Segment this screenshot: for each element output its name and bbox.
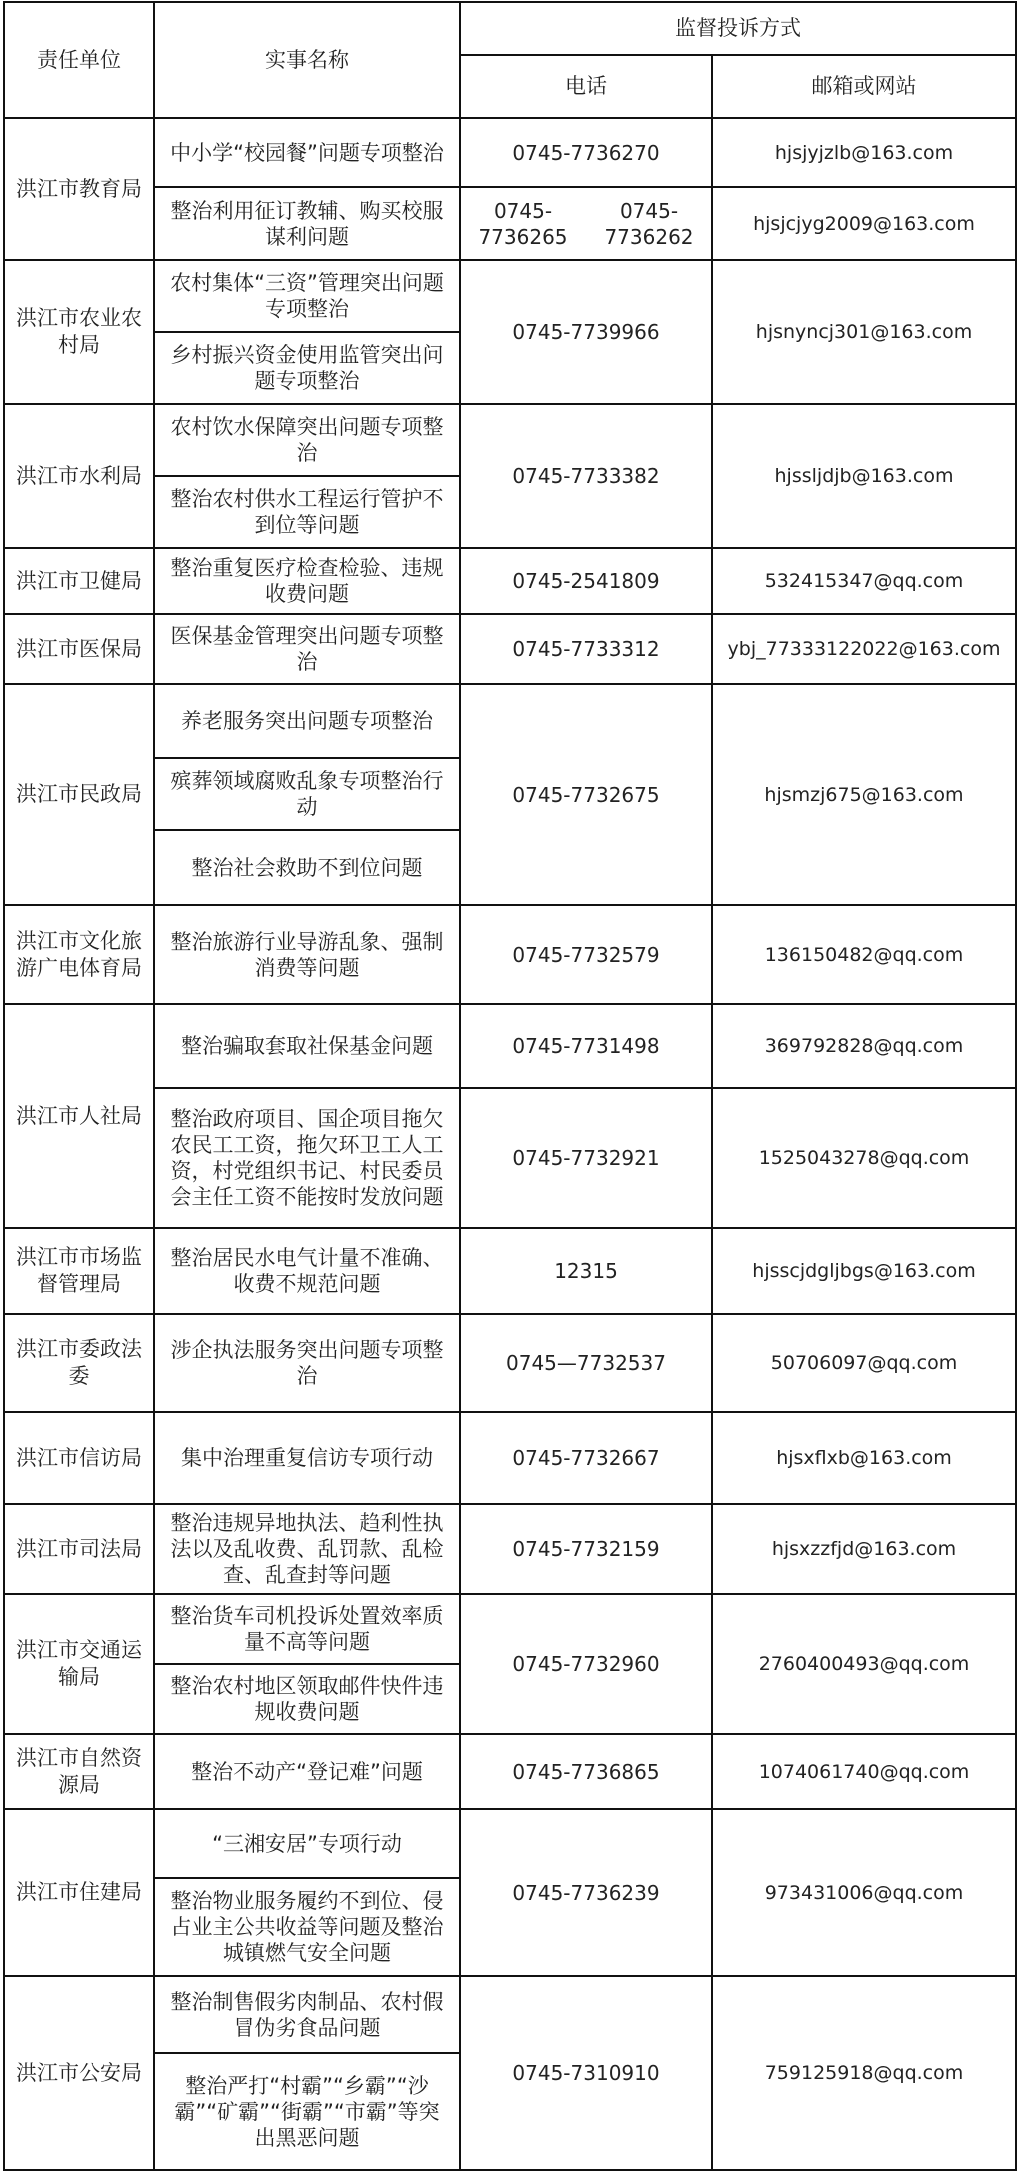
responsible-unit-text: 洪江市住建局 <box>16 1880 142 1904</box>
matter-name-text: 集中治理重复信访专项行动 <box>181 1446 433 1470</box>
matter-name <box>154 332 460 404</box>
matter-name <box>154 830 460 905</box>
matter-name-text: 整治制售假劣肉制品、农村假冒伪劣食品问题 <box>170 1989 444 2040</box>
phone-number-text: 0745-7732675 <box>512 782 660 807</box>
matter-name-text: 乡村振兴资金使用监管突出问题专项整治 <box>170 343 444 393</box>
phone-number <box>460 404 712 548</box>
responsible-unit-text: 洪江市市场监督管理局 <box>16 1245 142 1296</box>
contact-address-text: 50706097@qq.com <box>770 1352 958 1374</box>
matter-name-text: 农村集体“三资”管理突出问题专项整治 <box>170 271 444 321</box>
phone-number <box>460 1314 712 1412</box>
grid-line-horizontal <box>3 1411 1017 1413</box>
phone-number-text: 0745-7732667 <box>512 1446 660 1470</box>
header-contact-text: 邮箱或网站 <box>811 74 917 98</box>
grid-line-horizontal <box>153 1087 1017 1089</box>
responsible-unit-text: 洪江市公安局 <box>16 2060 142 2085</box>
matter-name <box>154 260 460 332</box>
contact-address <box>712 1594 1016 1734</box>
contact-address <box>712 1412 1016 1504</box>
matter-name-text: 整治货车司机投诉处置效率质量不高等问题 <box>170 1604 444 1654</box>
contact-address <box>712 684 1016 905</box>
grid-line-horizontal <box>3 117 1017 119</box>
phone-number-text: 0745-7733382 <box>512 464 660 488</box>
responsible-unit-text: 洪江市医保局 <box>16 636 142 661</box>
contact-address <box>712 404 1016 548</box>
grid-line-horizontal <box>3 1593 1017 1595</box>
responsible-unit-text: 洪江市人社局 <box>16 1103 142 1128</box>
header-matter <box>154 2 460 118</box>
grid-line-horizontal <box>459 54 1017 56</box>
grid-line-vertical <box>153 1 155 2171</box>
matter-name-text: 殡葬领域腐败乱象专项整治行动 <box>170 769 444 819</box>
responsible-unit <box>4 614 154 684</box>
matter-name-text: 医保基金管理突出问题专项整治 <box>170 624 444 674</box>
matter-name <box>154 1004 460 1088</box>
responsible-unit <box>4 260 154 404</box>
contact-address-text: 136150482@qq.com <box>764 943 964 966</box>
phone-number-text: 0745-7732579 <box>512 942 660 967</box>
responsible-unit <box>4 1412 154 1504</box>
contact-address <box>712 1314 1016 1412</box>
contact-address-text: hjsxflxb@163.com <box>776 1447 952 1469</box>
responsible-unit <box>4 1228 154 1314</box>
matter-name-text: 农村饮水保障突出问题专项整治 <box>170 415 444 465</box>
matter-name <box>154 905 460 1004</box>
matter-name-text: 中小学“校园餐”问题专项整治 <box>170 140 444 165</box>
matter-name <box>154 1314 460 1412</box>
phone-number-text: 0745-7736262 <box>604 198 694 249</box>
header-unit-text: 责任单位 <box>37 47 121 72</box>
grid-line-horizontal <box>3 403 1017 405</box>
matter-name <box>154 118 460 187</box>
contact-address <box>712 187 1016 260</box>
matter-name-text: 整治物业服务履约不到位、侵占业主公共收益等问题及整治城镇燃气安全问题 <box>170 1889 444 1965</box>
header-unit <box>4 2 154 118</box>
header-phone <box>460 55 712 118</box>
matter-name <box>154 1504 460 1594</box>
matter-name-text: 养老服务突出问题专项整治 <box>181 709 433 733</box>
contact-address-text: 1525043278@qq.com <box>758 1147 970 1169</box>
contact-address <box>712 118 1016 187</box>
contact-address-text: 2760400493@qq.com <box>758 1653 970 1675</box>
phone-number <box>460 1004 712 1088</box>
contact-address <box>712 614 1016 684</box>
responsible-unit-text: 洪江市水利局 <box>16 463 142 488</box>
matter-name <box>154 1664 460 1734</box>
grid-line-horizontal <box>3 2169 1017 2171</box>
matter-name <box>154 1734 460 1809</box>
contact-address-text: 759125918@qq.com <box>764 2062 964 2084</box>
matter-name-text: 整治社会救助不到位问题 <box>191 855 423 880</box>
responsible-unit <box>4 118 154 260</box>
contact-address-text: 973431006@qq.com <box>764 1881 964 1904</box>
matter-name-text: 整治骗取套取社保基金问题 <box>181 1034 433 1058</box>
phone-number <box>460 187 712 260</box>
grid-line-horizontal <box>153 829 461 831</box>
phone-number-text: 0745-7731498 <box>512 1034 660 1058</box>
phone-number <box>460 614 712 684</box>
grid-line-horizontal <box>3 1733 1017 1735</box>
phone-number <box>460 1734 712 1809</box>
grid-line-vertical <box>1015 1 1017 2171</box>
contact-address <box>712 1976 1016 2170</box>
contact-address <box>712 1809 1016 1976</box>
matter-name-text: 整治居民水电气计量不准确、收费不规范问题 <box>170 1246 444 1296</box>
matter-name-text: 整治不动产“登记难”问题 <box>191 1759 423 1784</box>
matter-name <box>154 758 460 830</box>
matter-name <box>154 1809 460 1878</box>
grid-line-horizontal <box>3 1 1017 3</box>
phone-number <box>460 1504 712 1594</box>
responsible-unit-text: 洪江市教育局 <box>16 176 142 201</box>
responsible-unit-text: 洪江市委政法委 <box>16 1337 142 1388</box>
responsible-unit-text: 洪江市信访局 <box>16 1445 142 1470</box>
supervision-table <box>4 2 1016 2170</box>
matter-name-text: 整治政府项目、国企项目拖欠农民工工资，拖欠环卫工人工资，村党组织书记、村民委员会主任工资不能按时发放问题 <box>170 1107 444 1209</box>
matter-name-text: 整治旅游行业导游乱象、强制消费等问题 <box>170 929 444 980</box>
phone-number-text: 0745-7732921 <box>512 1146 660 1170</box>
responsible-unit <box>4 1004 154 1228</box>
matter-name-text: 整治农村供水工程运行管护不到位等问题 <box>170 487 444 537</box>
contact-address <box>712 1088 1016 1228</box>
phone-number-text: 0745-7739966 <box>512 320 660 344</box>
contact-address-text: hjsmzj675@163.com <box>764 783 964 806</box>
grid-line-horizontal <box>3 1313 1017 1315</box>
grid-line-horizontal <box>3 547 1017 549</box>
phone-number <box>460 1228 712 1314</box>
phone-number-text: 0745-2541809 <box>512 569 660 593</box>
header-phone-text: 电话 <box>565 74 607 98</box>
matter-name <box>154 476 460 548</box>
responsible-unit <box>4 404 154 548</box>
phone-number-text: 0745-7736239 <box>512 1880 660 1905</box>
matter-name-text: “三湘安居”专项行动 <box>212 1831 402 1856</box>
responsible-unit-text: 洪江市司法局 <box>16 1536 142 1561</box>
grid-line-horizontal <box>153 2052 461 2054</box>
matter-name <box>154 187 460 260</box>
contact-address-text: hjsxzzfjd@163.com <box>771 1538 957 1560</box>
contact-address <box>712 905 1016 1004</box>
responsible-unit <box>4 1809 154 1976</box>
grid-line-horizontal <box>153 186 1017 188</box>
matter-name <box>154 1594 460 1664</box>
matter-name <box>154 1878 460 1976</box>
phone-number <box>460 1088 712 1228</box>
matter-name-text: 整治利用征订教辅、购买校服谋利问题 <box>170 198 444 249</box>
phone-number-text: 0745-7733312 <box>512 637 660 661</box>
contact-address-text: hjsnyncj301@163.com <box>755 321 973 343</box>
grid-line-horizontal <box>3 904 1017 906</box>
contact-address-text: ybj_77333122022@163.com <box>727 638 1001 660</box>
matter-name-text: 整治农村地区领取邮件快件违规收费问题 <box>170 1674 444 1724</box>
responsible-unit-text: 洪江市自然资源局 <box>16 1745 142 1797</box>
contact-address <box>712 1228 1016 1314</box>
phone-number <box>460 1412 712 1504</box>
grid-line-vertical <box>459 1 461 2171</box>
matter-name <box>154 1088 460 1228</box>
responsible-unit-text: 洪江市民政局 <box>16 782 142 806</box>
responsible-unit-text: 洪江市文化旅游广电体育局 <box>16 928 142 980</box>
phone-number <box>460 1809 712 1976</box>
responsible-unit <box>4 1504 154 1594</box>
phone-number-text: 0745-7736265 <box>478 198 568 249</box>
matter-name-text: 整治严打“村霸”“乡霸”“沙霸”“矿霸”“街霸”“市霸”等突出黑恶问题 <box>174 2073 440 2150</box>
responsible-unit <box>4 548 154 614</box>
grid-line-horizontal <box>153 1663 461 1665</box>
grid-line-vertical <box>3 1 5 2171</box>
contact-address-text: hjssljdjb@163.com <box>774 465 954 487</box>
contact-address-text: hjsjcjyg2009@163.com <box>753 212 975 235</box>
phone-number <box>460 684 712 905</box>
phone-number <box>460 1976 712 2170</box>
contact-address <box>712 1734 1016 1809</box>
grid-line-horizontal <box>3 1227 1017 1229</box>
grid-line-horizontal <box>153 475 461 477</box>
responsible-unit-text: 洪江市农业农村局 <box>16 306 142 357</box>
phone-number-text: 0745-7732159 <box>512 1537 660 1561</box>
matter-name <box>154 548 460 614</box>
contact-address-text: 369792828@qq.com <box>764 1035 964 1057</box>
phone-number-text: 0745-7736865 <box>512 1759 660 1784</box>
matter-name-text: 整治重复医疗检查检验、违规收费问题 <box>170 556 444 606</box>
phone-number <box>460 905 712 1004</box>
grid-line-horizontal <box>3 1003 1017 1005</box>
grid-line-horizontal <box>153 757 461 759</box>
responsible-unit <box>4 1314 154 1412</box>
header-supervision-text: 监督投诉方式 <box>675 16 801 40</box>
responsible-unit <box>4 1976 154 2170</box>
matter-name-text: 涉企执法服务突出问题专项整治 <box>170 1338 444 1388</box>
header-matter-text: 实事名称 <box>265 47 349 72</box>
matter-name <box>154 1976 460 2053</box>
matter-name <box>154 614 460 684</box>
responsible-unit <box>4 1594 154 1734</box>
contact-address <box>712 1504 1016 1594</box>
matter-name <box>154 2053 460 2170</box>
contact-address-text: 532415347@qq.com <box>764 570 964 592</box>
phone-number <box>460 1594 712 1734</box>
grid-line-horizontal <box>153 331 461 333</box>
matter-name <box>154 1228 460 1314</box>
grid-line-horizontal <box>153 1877 461 1879</box>
contact-address-text: 1074061740@qq.com <box>758 1760 970 1783</box>
phone-number-text: 0745-7732960 <box>512 1652 660 1676</box>
responsible-unit <box>4 905 154 1004</box>
phone-number-text: 0745—7732537 <box>506 1351 666 1375</box>
matter-name <box>154 1412 460 1504</box>
phone-number-text: 0745-7310910 <box>512 2061 660 2085</box>
grid-line-horizontal <box>3 259 1017 261</box>
contact-address-text: hjsjyjzlb@163.com <box>774 141 954 164</box>
grid-line-horizontal <box>3 1975 1017 1977</box>
header-supervision <box>460 2 1016 55</box>
responsible-unit <box>4 684 154 905</box>
contact-address <box>712 260 1016 404</box>
responsible-unit-text: 洪江市交通运输局 <box>16 1638 142 1689</box>
phone-number <box>460 548 712 614</box>
phone-number-text: 0745-7736270 <box>512 140 660 165</box>
contact-address <box>712 1004 1016 1088</box>
contact-address <box>712 548 1016 614</box>
phone-number <box>460 260 712 404</box>
phone-number <box>460 118 712 187</box>
matter-name <box>154 404 460 476</box>
responsible-unit-text: 洪江市卫健局 <box>16 568 142 593</box>
matter-name-text: 整治违规异地执法、趋利性执法以及乱收费、乱罚款、乱检查、乱查封等问题 <box>170 1511 444 1587</box>
grid-line-horizontal <box>3 1808 1017 1810</box>
phone-number-text: 12315 <box>554 1259 618 1283</box>
grid-line-horizontal <box>3 1503 1017 1505</box>
grid-line-horizontal <box>3 683 1017 685</box>
header-contact <box>712 55 1016 118</box>
grid-line-vertical <box>711 54 713 2171</box>
contact-address-text: hjsscjdgljbgs@163.com <box>752 1260 976 1282</box>
grid-line-horizontal <box>3 613 1017 615</box>
responsible-unit <box>4 1734 154 1809</box>
matter-name <box>154 684 460 758</box>
